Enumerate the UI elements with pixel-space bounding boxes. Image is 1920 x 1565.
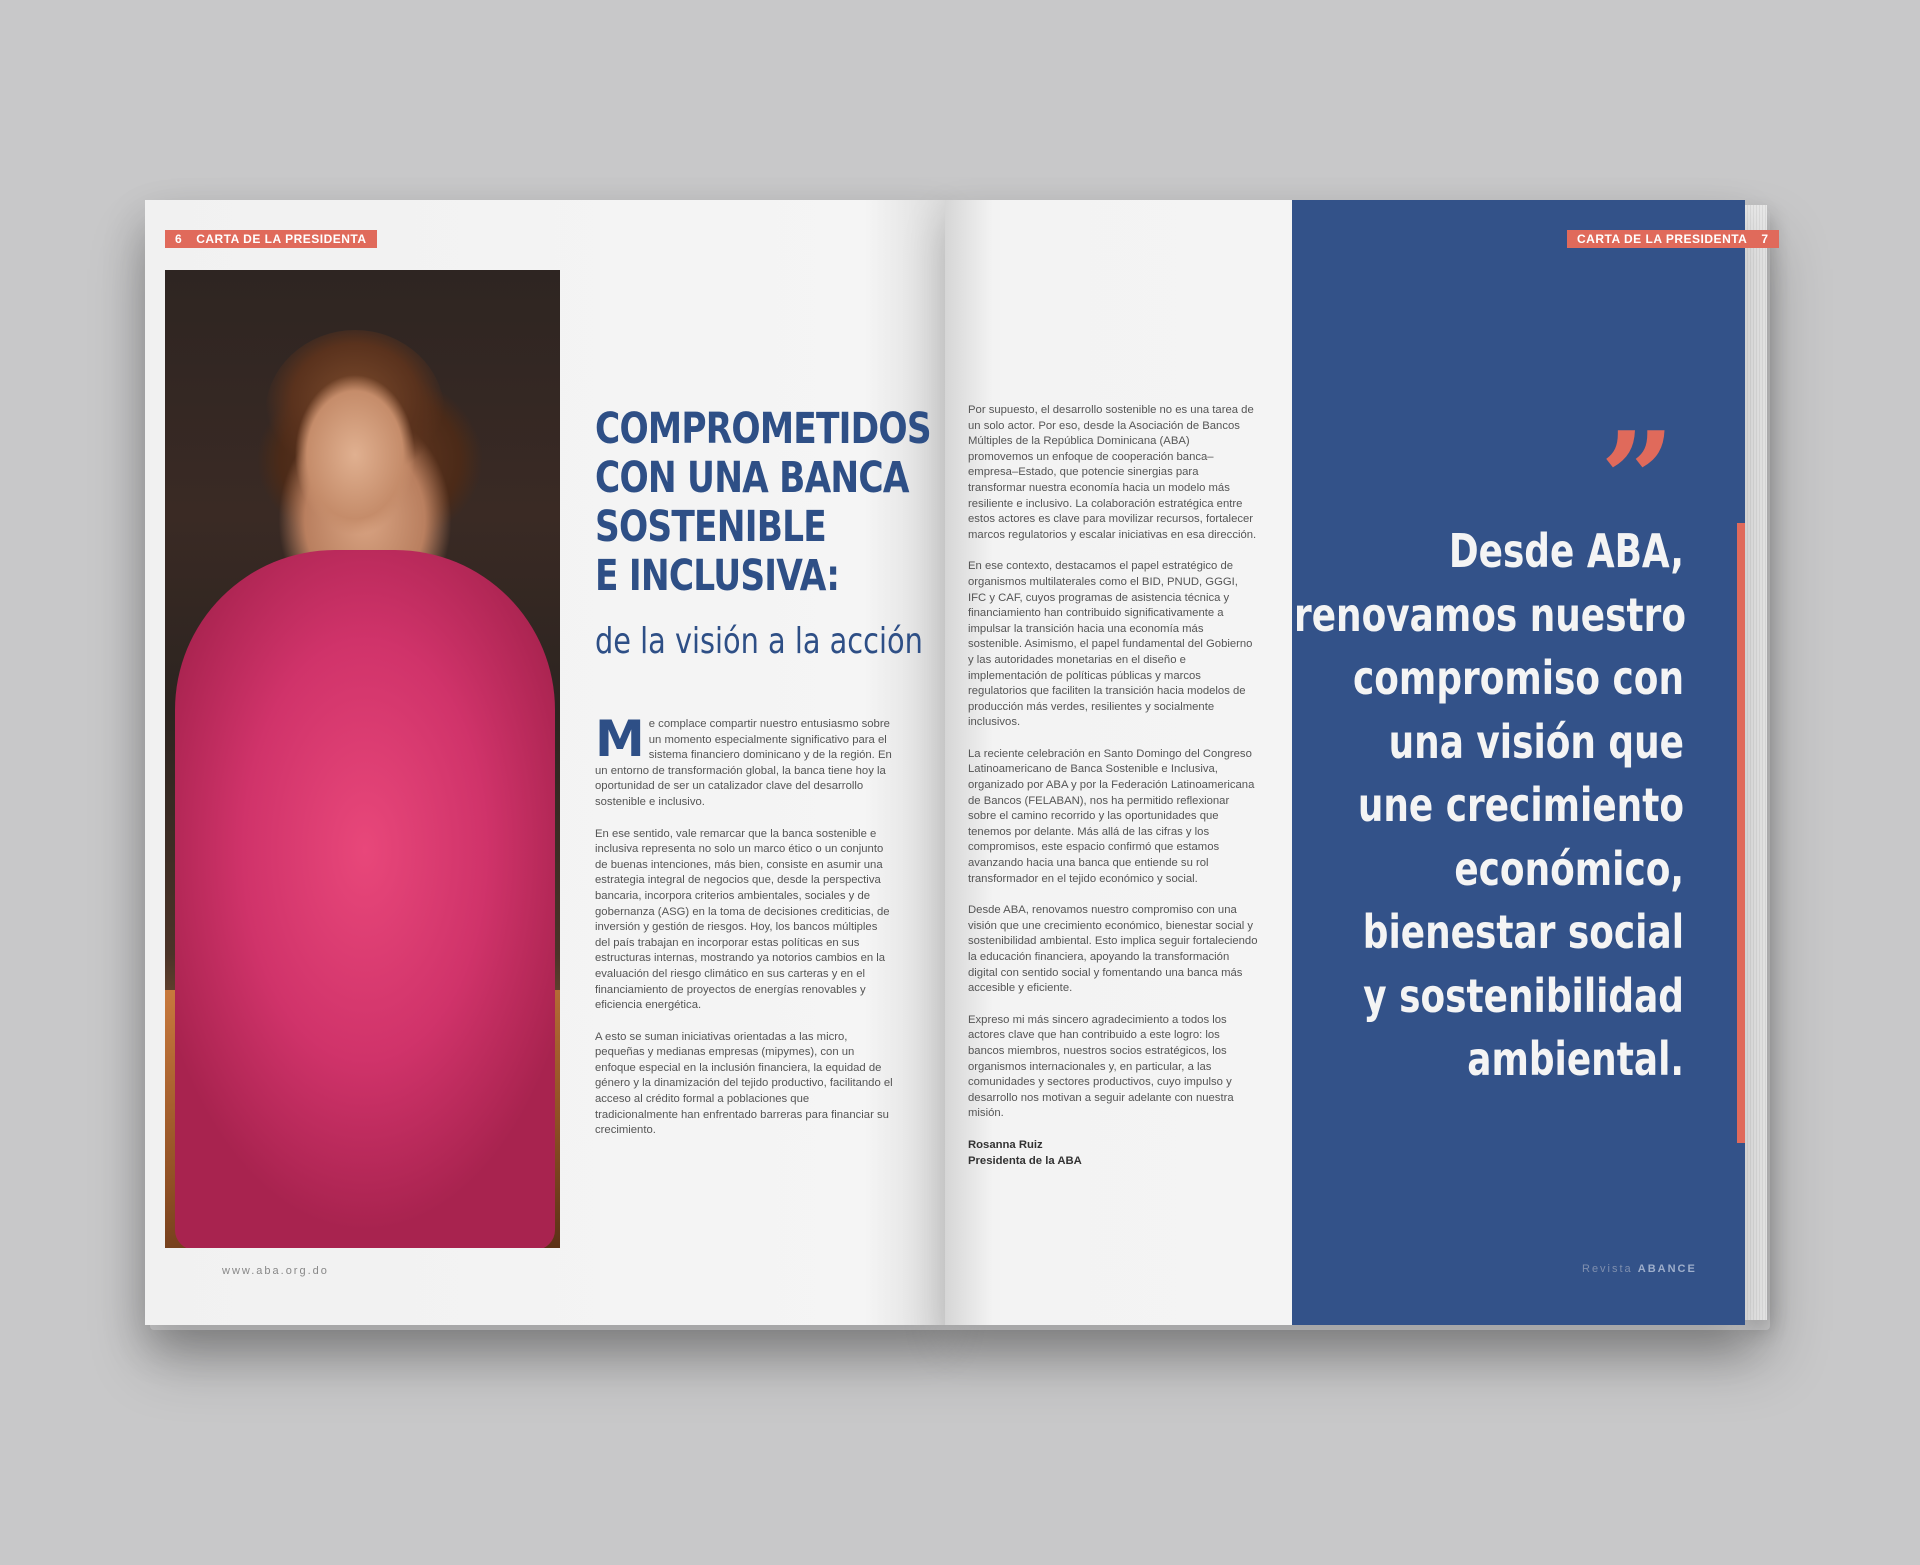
- paragraph-text: e complace compartir nuestro entusiasmo sobre un momento especialmente significativo para el sistema financiero dominicano y de la región. En un entorno de transformación global, la banca tiene hoy la oportunidad de ser un catalizador clave del desarrollo sostenible e inclusivo.: [595, 718, 892, 808]
- accent-bar: [1737, 523, 1745, 1143]
- paragraph: La reciente celebración en Santo Domingo del Congreso Latinoamericano de Banca Sostenible e Inclusiva, organizado por ABA y por la Federación Latinoamericana de Bancos (FELABAN), nos ha permitido reflexionar sobre el camino recorrido y las oportunidades que tenemos por delante. Más allá de las cifras y los compromisos, este espacio confirmó que estamos avanzando hacia una banca que entiende su rol transformador en el tejido económico y social.: [968, 747, 1255, 885]
- website-url: www.aba.org.do: [222, 1265, 329, 1277]
- pull-quote-line: ambiental.: [1467, 1032, 1684, 1086]
- paragraph: Desde ABA, renovamos nuestro compromiso con una visión que une crecimiento económico, bienestar social y sostenibilidad ambiental. Esto implica seguir fortaleciendo la educación financiera, apoyando la transformación digital con sentido social y fomentando una banca más accesible y eficiente.: [968, 904, 1258, 995]
- left-section-label: CARTA DE LA PRESIDENTA: [196, 232, 367, 246]
- pull-quote: [1184, 520, 1684, 1092]
- pull-quote-line: y sostenibilidad: [1363, 968, 1684, 1023]
- magazine-title: ABANCE: [1637, 1263, 1697, 1275]
- article-headline: [595, 404, 931, 601]
- left-page-number: 6: [175, 232, 183, 246]
- pull-quote-line: económico,: [1454, 841, 1684, 896]
- right-section-tag: [1567, 230, 1779, 248]
- drop-cap: M: [595, 710, 645, 768]
- signature: [968, 1138, 1258, 1169]
- signature-title: Presidenta de la ABA: [968, 1154, 1082, 1167]
- article-subheadline: de la visión a la acción: [595, 621, 923, 662]
- paragraph: En ese sentido, vale remarcar que la banca sostenible e inclusiva representa no solo un marco ético o un conjunto de buenas intenciones, más bien, consiste en asumir una estrategia integral de negocios que, desde la perspectiva bancaria, incorpora criterios ambientales, sociales y de gobernanza (ASG) en la toma de decisiones crediticias, de inversión y gestión de riesgos. Hoy, los bancos múltiples del país trabajan en incorporar estas políticas en sus estructuras internas, mostrando ya notorios cambios en la evaluación del riesgo climático en sus carteras y en el financiamiento de proyectos de energías renovables y eficiencia energética.: [595, 827, 890, 1012]
- page-edges: [1745, 205, 1767, 1320]
- president-photo: [165, 270, 560, 1248]
- right-section-label: CARTA DE LA PRESIDENTA: [1577, 232, 1748, 246]
- pull-quote-line: una visión que: [1388, 714, 1684, 769]
- magazine-prefix: Revista: [1582, 1263, 1633, 1275]
- pull-quote-line: une crecimiento: [1357, 778, 1684, 832]
- magazine-name: [1582, 1263, 1697, 1275]
- right-page-number: 7: [1761, 232, 1769, 246]
- paragraph: A esto se suman iniciativas orientadas a las micro, pequeñas y medianas empresas (mipymes), con un enfoque especial en la inclusión financiera, la equidad de género y la dinamización del tejido productivo, facilitando el acceso al crédito formal a poblaciones que tradicionalmente han enfrentado barreras para financiar su crecimiento.: [595, 1030, 893, 1137]
- paragraph: En ese contexto, destacamos el papel estratégico de organismos multilaterales como el BID, PNUD, GGGI, IFC y CAF, cuyos programas de asistencia técnica y financiamiento han contribuido significativamente a impulsar la transición hacia una economía más sostenible. Asimismo, el papel fundamental del Gobierno y las autoridades monetarias en el diseño e implementación de políticas públicas y marcos regulatorios que faciliten la transición hacia modelos de producción más verdes, resilientes y socialmente inclusivos.: [968, 560, 1253, 729]
- pull-quote-line: renovamos nuestro: [1294, 587, 1686, 642]
- paragraph: Expreso mi más sincero agradecimiento a todos los actores clave que han contribuido a este logro: los bancos miembros, nuestros socios estratégicos, los organismos internacionales y, en particular, a las comunidades y sectores productivos, cuyo impulso y desarrollo nos motivan a seguir adelante con nuestra misión.: [968, 1013, 1234, 1120]
- pull-quote-line: bienestar social: [1362, 905, 1684, 959]
- headline-line: E INCLUSIVA:: [595, 551, 840, 601]
- photo-pink-suit: [175, 550, 555, 1248]
- headline-line: COMPROMETIDOS: [595, 404, 931, 454]
- pull-quote-line: Desde ABA,: [1448, 524, 1684, 578]
- paragraph: Por supuesto, el desarrollo sostenible no es una tarea de un solo actor. Por eso, desde la Asociación de Bancos Múltiples de la República Dominicana (ABA) promovemos un enfoque de cooperación banca–empresa–Estado, que potencie sinergias para transformar nuestra economía hacia un modelo más resiliente e inclusivo. La colaboración estratégica entre estos actores es clave para movilizar recursos, fortalecer marcos regulatorios y escalar iniciativas en esa dirección.: [968, 404, 1257, 541]
- headline-line: CON UNA BANCA: [595, 453, 909, 503]
- headline-line: SOSTENIBLE: [595, 502, 826, 552]
- left-section-tag: [165, 230, 377, 248]
- left-text-column: [595, 710, 895, 1155]
- signature-name: Rosanna Ruiz: [968, 1138, 1043, 1151]
- paragraph: [595, 710, 895, 811]
- pull-quote-line: compromiso con: [1353, 651, 1684, 705]
- photo-face: [290, 370, 420, 540]
- quote-mark-icon: ”: [1600, 403, 1675, 556]
